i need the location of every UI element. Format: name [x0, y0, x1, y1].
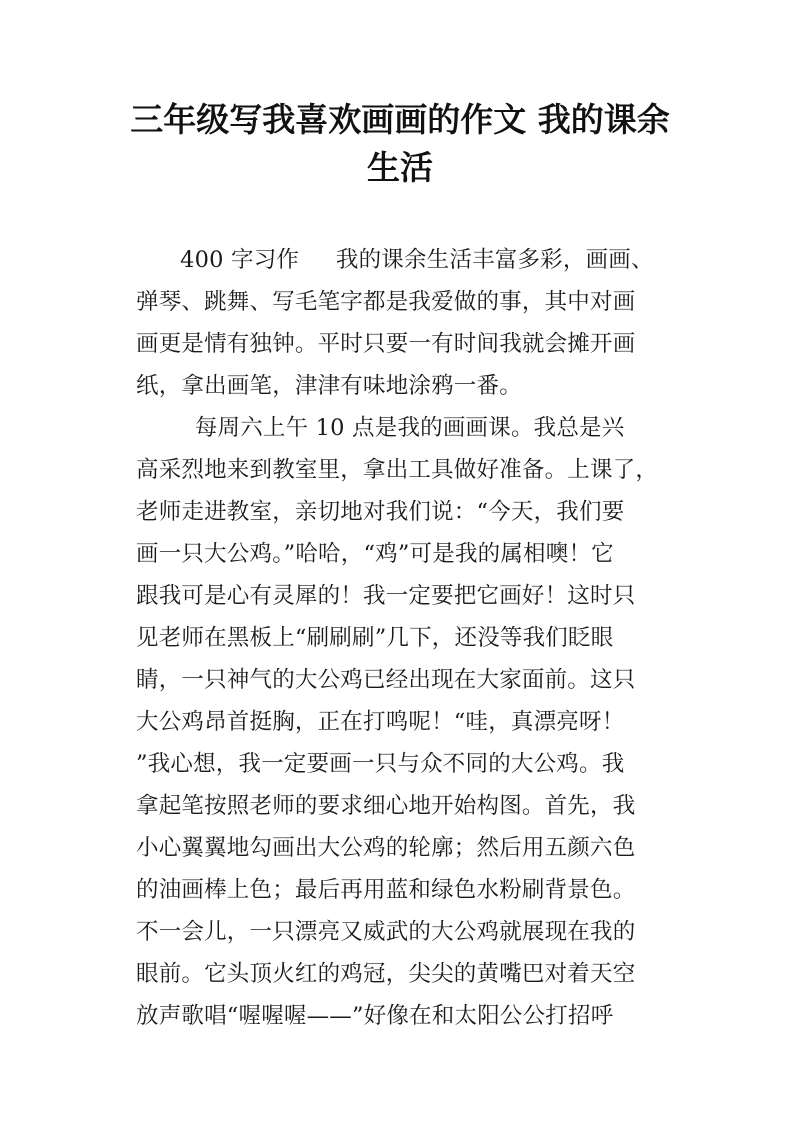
essay-body [136, 239, 666, 1037]
text-line: ”我心想，我一定要画一只与众不同的大公鸡。我 [136, 751, 625, 777]
text-line: 400 字习作 我的课余生活丰富多彩，画画、 [136, 247, 654, 273]
text-line: 拿起笔按照老师的要求细心地开始构图。首先，我 [136, 793, 636, 819]
title-line-2: 生活 [367, 148, 433, 187]
text-line: 弹琴、跳舞、写毛笔字都是我爱做的事，其中对画 [136, 289, 636, 315]
text-line: 老师走进教室，亲切地对我们说：“今天，我们要 [136, 499, 625, 525]
text-line: 每周六上午 10 点是我的画画课。我总是兴 [136, 415, 625, 441]
title-line-1: 三年级写我喜欢画画的作文 我的课余 [130, 100, 670, 139]
text-line: 眼前。它头顶火红的鸡冠，尖尖的黄嘴巴对着天空 [136, 961, 636, 987]
text-line: 放声歌唱“喔喔喔——”好像在和太阳公公打招呼 [136, 1003, 614, 1029]
text-line: 睛，一只神气的大公鸡已经出现在大家面前。这只 [136, 667, 636, 693]
text-line: 纸，拿出画笔，津津有味地涂鸦一番。 [136, 373, 522, 399]
text-line: 跟我可是心有灵犀的！我一定要把它画好！这时只 [136, 583, 636, 609]
text-line: 画更是情有独钟。平时只要一有时间我就会摊开画 [136, 331, 636, 357]
text-line: 画一只大公鸡。”哈哈，“鸡”可是我的属相噢！它 [136, 541, 614, 567]
text-line: 小心翼翼地勾画出大公鸡的轮廓；然后用五颜六色 [136, 835, 636, 861]
page-title [100, 96, 700, 192]
text-line: 不一会儿，一只漂亮又威武的大公鸡就展现在我的 [136, 919, 636, 945]
text-line: 见老师在黑板上“刷刷刷”几下，还没等我们眨眼 [136, 625, 614, 651]
text-line: 的油画棒上色；最后再用蓝和绿色水粉刷背景色。 [136, 877, 636, 903]
text-line: 高采烈地来到教室里，拿出工具做好准备。上课了， [136, 457, 659, 483]
text-line: 大公鸡昂首挺胸，正在打鸣呢！“哇，真漂亮呀！ [136, 709, 625, 735]
